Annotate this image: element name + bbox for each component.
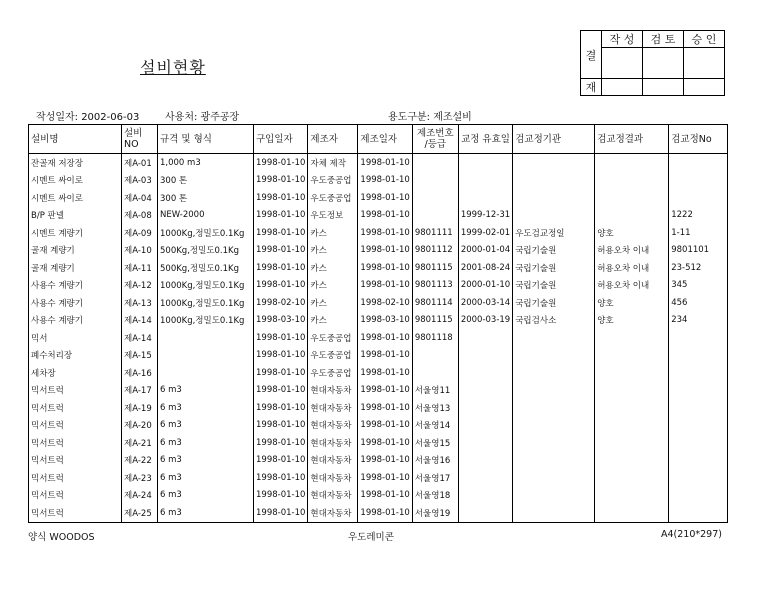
table-cell: NEW-2000 — [158, 207, 254, 225]
table-cell: 1998-01-10 — [358, 399, 412, 417]
column-header: 검교정기관 — [513, 125, 595, 154]
table-cell — [513, 207, 595, 225]
table-cell — [458, 172, 512, 190]
table-cell: 믹서트럭 — [29, 504, 122, 522]
table-cell: 9801101 — [669, 242, 728, 260]
table-cell: 1998-01-10 — [358, 504, 412, 522]
table-cell — [412, 172, 458, 190]
table-cell: 456 — [669, 294, 728, 312]
table-cell — [458, 347, 512, 365]
table-cell: 국립기술원 — [513, 242, 595, 260]
table-cell: 1000Kg,정밀도0.1Kg — [158, 224, 254, 242]
table-cell: 시멘트 계량기 — [29, 224, 122, 242]
table-cell: 사용수 계량기 — [29, 294, 122, 312]
table-cell: 국립검사소 — [513, 312, 595, 330]
table-cell: 카스 — [308, 259, 358, 277]
table-cell: 제A-10 — [122, 242, 158, 260]
table-cell — [669, 364, 728, 382]
table-cell — [412, 154, 458, 172]
table-cell: 사용수 계량기 — [29, 312, 122, 330]
table-cell: 제A-01 — [122, 154, 158, 172]
table-cell: 카스 — [308, 224, 358, 242]
table-cell: 1998-01-10 — [358, 329, 412, 347]
table-row — [29, 189, 728, 207]
table-cell — [595, 452, 669, 470]
table-cell: 300 톤 — [158, 172, 254, 190]
table-cell: 1998-01-10 — [358, 172, 412, 190]
table-header-row — [29, 125, 728, 154]
table-cell — [458, 434, 512, 452]
table-cell: 1000Kg,정밀도0.1Kg — [158, 312, 254, 330]
table-cell: 제A-12 — [122, 277, 158, 295]
table-cell: 1998-01-10 — [358, 224, 412, 242]
table-cell — [669, 154, 728, 172]
table-cell: 1998-01-10 — [254, 399, 308, 417]
table-cell — [595, 399, 669, 417]
table-cell: 1998-01-10 — [254, 434, 308, 452]
approval-side-top: 결 — [581, 31, 602, 79]
table-cell: 제A-09 — [122, 224, 158, 242]
table-cell: 1998-01-10 — [358, 364, 412, 382]
table-cell — [458, 452, 512, 470]
table-cell: 1998-03-10 — [254, 312, 308, 330]
table-cell: 제A-13 — [122, 294, 158, 312]
table-row — [29, 259, 728, 277]
table-cell: 1998-01-10 — [358, 452, 412, 470]
table-cell: 345 — [669, 277, 728, 295]
table-cell: 300 톤 — [158, 189, 254, 207]
table-cell — [513, 364, 595, 382]
column-header: 검교정결과 — [595, 125, 669, 154]
category-label: 용도구분: 제조설비 — [388, 112, 472, 123]
column-header: 제조일자 — [358, 125, 412, 154]
table-cell — [513, 154, 595, 172]
table-cell: 국립기술원 — [513, 294, 595, 312]
table-cell: 서울영18 — [412, 487, 458, 505]
table-cell: 9801111 — [412, 224, 458, 242]
table-cell: 제A-25 — [122, 504, 158, 522]
table-cell: 우도검교정일 — [513, 224, 595, 242]
table-cell — [458, 364, 512, 382]
table-row — [29, 364, 728, 382]
table-cell — [595, 189, 669, 207]
table-cell: 500Kg,정밀도0.1Kg — [158, 259, 254, 277]
table-cell: 제A-23 — [122, 469, 158, 487]
approval-sign-reviewer — [643, 48, 684, 79]
table-cell — [513, 417, 595, 435]
table-row — [29, 434, 728, 452]
table-cell: 1998-01-10 — [254, 329, 308, 347]
table-cell: 1998-01-10 — [358, 469, 412, 487]
table-cell: 국립기술원 — [513, 277, 595, 295]
table-cell — [669, 469, 728, 487]
table-cell: 1998-01-10 — [254, 452, 308, 470]
table-cell — [669, 452, 728, 470]
table-cell: 서울영11 — [412, 382, 458, 400]
table-cell — [595, 382, 669, 400]
user-label: 사용처: 광주공장 — [165, 112, 240, 123]
table-cell — [669, 329, 728, 347]
table-cell: 양호 — [595, 294, 669, 312]
approval-header-approver: 승 인 — [684, 31, 725, 48]
table-row — [29, 277, 728, 295]
table-cell: 9801114 — [412, 294, 458, 312]
table-cell: 현대자동차 — [308, 417, 358, 435]
table-cell — [513, 504, 595, 522]
table-cell: 국립기술원 — [513, 259, 595, 277]
table-cell: 서울영15 — [412, 434, 458, 452]
table-cell: 카스 — [308, 277, 358, 295]
table-cell: 우도정보 — [308, 207, 358, 225]
table-cell: 1998-01-10 — [254, 207, 308, 225]
table-cell: 9801118 — [412, 329, 458, 347]
approval-header-author: 작 성 — [602, 31, 643, 48]
table-cell: 6 m3 — [158, 434, 254, 452]
approval-sign-author — [602, 48, 643, 79]
table-cell: 6 m3 — [158, 487, 254, 505]
table-cell — [412, 347, 458, 365]
table-cell — [458, 382, 512, 400]
table-cell: 폐수처리장 — [29, 347, 122, 365]
table-cell: 믹서 — [29, 329, 122, 347]
table-cell — [513, 487, 595, 505]
table-cell: 9801115 — [412, 259, 458, 277]
approval-date-reviewer — [643, 79, 684, 96]
table-cell: 우도중공업 — [308, 172, 358, 190]
table-cell: 23-512 — [669, 259, 728, 277]
table-row — [29, 207, 728, 225]
table-cell: 제A-04 — [122, 189, 158, 207]
table-cell: 6 m3 — [158, 382, 254, 400]
table-cell: 서울영14 — [412, 417, 458, 435]
table-cell: 2000-03-19 — [458, 312, 512, 330]
table-cell: 1998-01-10 — [254, 242, 308, 260]
table-cell: 9801115 — [412, 312, 458, 330]
approval-box — [580, 30, 725, 96]
table-cell: 제A-19 — [122, 399, 158, 417]
table-cell: 500Kg,정밀도0.1Kg — [158, 242, 254, 260]
table-cell: 서울영16 — [412, 452, 458, 470]
table-cell: 1998-01-10 — [358, 207, 412, 225]
table-cell — [412, 189, 458, 207]
table-cell: 1998-02-10 — [254, 294, 308, 312]
table-row — [29, 347, 728, 365]
table-cell: 1998-01-10 — [254, 417, 308, 435]
table-cell: 제A-03 — [122, 172, 158, 190]
table-cell: 9801112 — [412, 242, 458, 260]
table-cell — [513, 452, 595, 470]
table-cell — [158, 329, 254, 347]
table-row — [29, 312, 728, 330]
table-cell — [458, 487, 512, 505]
table-cell: 현대자동차 — [308, 434, 358, 452]
table-cell — [669, 487, 728, 505]
table-cell: 1222 — [669, 207, 728, 225]
table-cell — [513, 434, 595, 452]
table-cell: 제A-24 — [122, 487, 158, 505]
table-cell: 1998-01-10 — [254, 364, 308, 382]
table-row — [29, 172, 728, 190]
table-cell: 1998-01-10 — [358, 259, 412, 277]
table-row — [29, 242, 728, 260]
table-cell: 현대자동차 — [308, 452, 358, 470]
table-cell: 허용오차 이내 — [595, 242, 669, 260]
table-cell: 우도중공업 — [308, 347, 358, 365]
table-cell — [669, 434, 728, 452]
equipment-table — [28, 124, 728, 523]
table-cell — [513, 469, 595, 487]
table-cell: 1998-01-10 — [358, 417, 412, 435]
footer-paper-size: A4(210*297) — [661, 529, 722, 540]
table-cell: 1998-01-10 — [254, 172, 308, 190]
table-cell: 1998-01-10 — [358, 382, 412, 400]
table-cell: 자체 제작 — [308, 154, 358, 172]
table-cell: 1998-01-10 — [254, 259, 308, 277]
table-cell — [669, 347, 728, 365]
table-cell: 현대자동차 — [308, 399, 358, 417]
table-cell — [669, 189, 728, 207]
table-cell: 제A-11 — [122, 259, 158, 277]
table-cell — [669, 417, 728, 435]
table-cell — [595, 487, 669, 505]
table-cell: 카스 — [308, 242, 358, 260]
table-cell: 서울영17 — [412, 469, 458, 487]
table-cell — [513, 399, 595, 417]
table-cell: 제A-22 — [122, 452, 158, 470]
table-row — [29, 504, 728, 522]
table-cell: 1998-01-10 — [358, 189, 412, 207]
table-cell: 1998-01-10 — [254, 382, 308, 400]
table-cell: 1998-01-10 — [254, 189, 308, 207]
table-cell — [513, 329, 595, 347]
table-cell: 허용오차 이내 — [595, 259, 669, 277]
table-cell — [669, 504, 728, 522]
table-row — [29, 417, 728, 435]
table-cell: 제A-20 — [122, 417, 158, 435]
table-cell: 제A-14 — [122, 329, 158, 347]
table-cell — [669, 399, 728, 417]
column-header: 설비NO — [122, 125, 158, 154]
table-cell — [595, 172, 669, 190]
table-cell: 6 m3 — [158, 399, 254, 417]
table-cell: 믹서트럭 — [29, 469, 122, 487]
table-cell: 2000-01-04 — [458, 242, 512, 260]
table-row — [29, 154, 728, 172]
table-cell: 제A-15 — [122, 347, 158, 365]
table-cell: 양호 — [595, 312, 669, 330]
table-row — [29, 487, 728, 505]
table-cell: 1998-01-10 — [254, 504, 308, 522]
table-cell: 6 m3 — [158, 417, 254, 435]
table-cell — [513, 172, 595, 190]
table-cell: 1998-01-10 — [358, 487, 412, 505]
approval-header-reviewer: 검 토 — [643, 31, 684, 48]
table-cell: 카스 — [308, 312, 358, 330]
table-cell: 믹서트럭 — [29, 452, 122, 470]
table-cell: 234 — [669, 312, 728, 330]
table-cell — [158, 347, 254, 365]
approval-sign-approver — [684, 48, 725, 79]
table-cell: 제A-16 — [122, 364, 158, 382]
table-cell — [595, 417, 669, 435]
table-cell: 세차장 — [29, 364, 122, 382]
table-cell: 믹서트럭 — [29, 417, 122, 435]
table-cell — [595, 469, 669, 487]
footer-form-label: 양식 WOODOS — [28, 532, 95, 543]
table-cell: 믹서트럭 — [29, 382, 122, 400]
table-cell: 허용오차 이내 — [595, 277, 669, 295]
table-cell: 1999-12-31 — [458, 207, 512, 225]
table-cell — [412, 364, 458, 382]
column-header: 규격 및 형식 — [158, 125, 254, 154]
table-cell: 카스 — [308, 294, 358, 312]
table-cell: 현대자동차 — [308, 504, 358, 522]
table-cell — [458, 399, 512, 417]
table-cell — [669, 382, 728, 400]
table-cell: 서울영19 — [412, 504, 458, 522]
table-cell: 1,000 m3 — [158, 154, 254, 172]
table-cell: 우도중공업 — [308, 364, 358, 382]
table-cell: 제A-17 — [122, 382, 158, 400]
table-row — [29, 224, 728, 242]
table-cell — [458, 469, 512, 487]
table-cell: 1998-01-10 — [358, 347, 412, 365]
column-header: 설비명 — [29, 125, 122, 154]
table-cell: 1998-01-10 — [358, 434, 412, 452]
table-cell: 골재 계량기 — [29, 242, 122, 260]
table-cell — [158, 364, 254, 382]
table-cell: 1998-02-10 — [358, 294, 412, 312]
table-cell — [595, 207, 669, 225]
table-cell: 9801113 — [412, 277, 458, 295]
table-cell — [513, 382, 595, 400]
table-cell: 1000Kg,정밀도0.1Kg — [158, 294, 254, 312]
column-header: 제조번호 /등급 — [412, 125, 458, 154]
table-cell: 우도중공업 — [308, 329, 358, 347]
page-title: 설비현황 — [140, 58, 206, 77]
table-row — [29, 452, 728, 470]
table-cell — [458, 504, 512, 522]
column-header: 검교정No — [669, 125, 728, 154]
table-cell: 6 m3 — [158, 504, 254, 522]
table-cell: 1998-01-10 — [358, 277, 412, 295]
table-cell — [458, 417, 512, 435]
table-cell: B/P 판넬 — [29, 207, 122, 225]
table-cell — [458, 154, 512, 172]
table-row — [29, 294, 728, 312]
table-cell: 사용수 계량기 — [29, 277, 122, 295]
table-cell: 2000-01-10 — [458, 277, 512, 295]
table-cell: 1998-03-10 — [358, 312, 412, 330]
approval-date-approver — [684, 79, 725, 96]
table-body — [29, 154, 728, 523]
approval-side-bottom: 재 — [581, 79, 602, 96]
table-cell — [458, 189, 512, 207]
table-cell — [669, 172, 728, 190]
table-cell — [595, 154, 669, 172]
table-cell: 1998-01-10 — [254, 487, 308, 505]
table-cell: 1998-01-10 — [254, 469, 308, 487]
table-cell — [513, 347, 595, 365]
table-cell: 2000-03-14 — [458, 294, 512, 312]
table-cell — [595, 504, 669, 522]
table-cell: 시멘트 싸이로 — [29, 189, 122, 207]
table-cell — [595, 364, 669, 382]
column-header: 교정 유효일 — [458, 125, 512, 154]
column-header: 구입일자 — [254, 125, 308, 154]
table-cell: 2001-08-24 — [458, 259, 512, 277]
table-cell: 6 m3 — [158, 452, 254, 470]
table-cell: 현대자동차 — [308, 487, 358, 505]
table-cell: 1000Kg,정밀도0.1Kg — [158, 277, 254, 295]
table-row — [29, 469, 728, 487]
approval-date-author — [602, 79, 643, 96]
table-cell — [595, 434, 669, 452]
column-header: 제조자 — [308, 125, 358, 154]
table-cell: 제A-21 — [122, 434, 158, 452]
table-cell: 골재 계량기 — [29, 259, 122, 277]
table-cell — [595, 329, 669, 347]
table-cell: 제A-08 — [122, 207, 158, 225]
table-cell: 믹서트럭 — [29, 434, 122, 452]
table-cell: 양호 — [595, 224, 669, 242]
table-cell: 1998-01-10 — [358, 242, 412, 260]
table-cell: 1998-01-10 — [254, 154, 308, 172]
table-cell: 1-11 — [669, 224, 728, 242]
table-row — [29, 382, 728, 400]
table-cell: 6 m3 — [158, 469, 254, 487]
table-cell — [458, 329, 512, 347]
table-cell: 잔골재 저장장 — [29, 154, 122, 172]
table-cell: 1998-01-10 — [254, 277, 308, 295]
table-cell: 시멘트 싸이로 — [29, 172, 122, 190]
table-row — [29, 329, 728, 347]
table-cell: 현대자동차 — [308, 469, 358, 487]
table-cell: 서울영13 — [412, 399, 458, 417]
date-label: 작성일자: 2002-06-03 — [36, 112, 140, 123]
table-cell: 현대자동차 — [308, 382, 358, 400]
table-cell: 믹서트럭 — [29, 487, 122, 505]
table-cell: 우도중공업 — [308, 189, 358, 207]
table-cell: 1998-01-10 — [358, 154, 412, 172]
table-row — [29, 399, 728, 417]
table-cell — [513, 189, 595, 207]
table-cell: 믹서트럭 — [29, 399, 122, 417]
table-cell: 제A-14 — [122, 312, 158, 330]
table-cell: 1998-01-10 — [254, 224, 308, 242]
table-cell: 1999-02-01 — [458, 224, 512, 242]
table-cell: 1998-01-10 — [254, 347, 308, 365]
footer-company-name: 우도레미콘 — [348, 532, 394, 543]
table-cell — [595, 347, 669, 365]
table-cell — [412, 207, 458, 225]
